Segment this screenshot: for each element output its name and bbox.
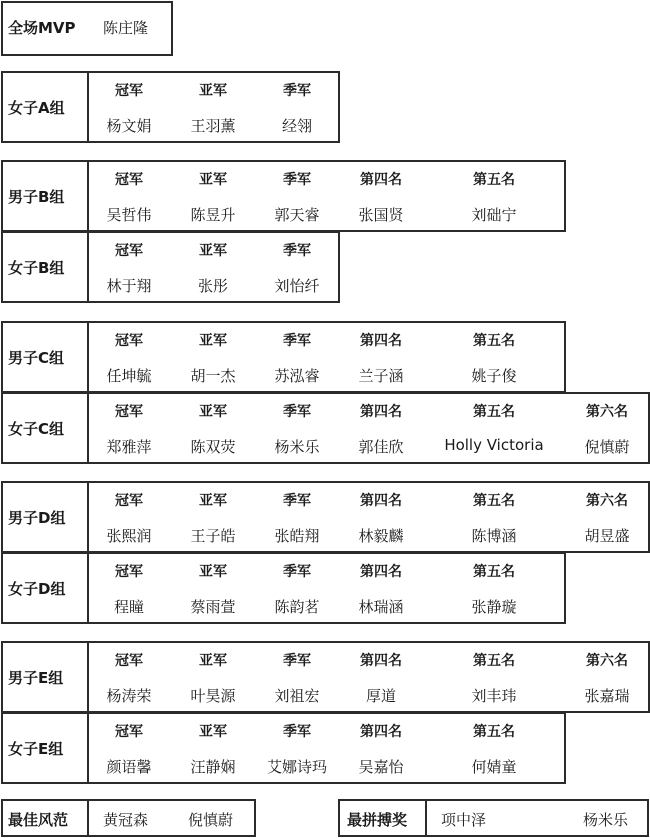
rank-header: 冠军 bbox=[115, 404, 143, 420]
rank-header: 季军 bbox=[283, 404, 311, 420]
winner-name: 林瑞涵 bbox=[358, 598, 404, 616]
winner-name: 林于翔 bbox=[106, 277, 152, 295]
winner-name: 程瞳 bbox=[113, 598, 144, 616]
winner-name: 兰子涵 bbox=[358, 367, 404, 385]
winner-name: 刘怡纤 bbox=[274, 277, 320, 295]
rank-header: 冠军 bbox=[115, 243, 143, 259]
winner-name: 杨文娟 bbox=[106, 117, 152, 135]
rank-header: 第四名 bbox=[360, 493, 402, 509]
rank-header: 季军 bbox=[283, 243, 311, 259]
rank-header: 第五名 bbox=[473, 653, 515, 669]
most-effort-name-2: 杨米乐 bbox=[583, 811, 629, 829]
group-label: 女子B组 bbox=[8, 259, 65, 277]
rank-header: 第六名 bbox=[586, 653, 628, 669]
winner-name: 郑雅萍 bbox=[106, 438, 152, 456]
rank-header: 季军 bbox=[283, 653, 311, 669]
most-effort-label: 最拼搏奖 bbox=[347, 811, 408, 829]
winner-name: 胡昱盛 bbox=[584, 527, 630, 545]
group-label: 女子E组 bbox=[8, 740, 64, 758]
rank-header: 第五名 bbox=[473, 333, 515, 349]
rank-header: 第六名 bbox=[586, 404, 628, 420]
winner-name: 陈韵茗 bbox=[274, 598, 320, 616]
best-style-name-1: 黄冠森 bbox=[103, 811, 149, 829]
rank-header: 季军 bbox=[283, 83, 311, 99]
rank-header: 第四名 bbox=[360, 724, 402, 740]
winner-name: Holly Victoria bbox=[444, 436, 544, 454]
winner-name: 杨涛荣 bbox=[106, 687, 152, 705]
winner-name: 胡一杰 bbox=[190, 367, 236, 385]
rank-header: 第五名 bbox=[473, 724, 515, 740]
winner-name: 叶昊源 bbox=[190, 687, 236, 705]
winner-name: 蔡雨萱 bbox=[190, 598, 236, 616]
rank-header: 第四名 bbox=[360, 172, 402, 188]
rank-header: 亚军 bbox=[199, 243, 227, 259]
rank-header: 第四名 bbox=[360, 333, 402, 349]
winner-name: 王羽薰 bbox=[190, 117, 236, 135]
rank-header: 季军 bbox=[283, 724, 311, 740]
rank-header: 第四名 bbox=[360, 653, 402, 669]
group-label: 男子B组 bbox=[8, 188, 65, 206]
rank-header: 第四名 bbox=[360, 404, 402, 420]
rank-header: 第五名 bbox=[473, 172, 515, 188]
winner-name: 陈双荧 bbox=[190, 438, 236, 456]
group-label: 女子D组 bbox=[8, 580, 66, 598]
winner-name: 厚道 bbox=[365, 687, 396, 705]
rank-header: 亚军 bbox=[199, 333, 227, 349]
rank-header: 冠军 bbox=[115, 564, 143, 580]
winner-name: 王子皓 bbox=[190, 527, 236, 545]
winner-name: 姚子俊 bbox=[471, 367, 517, 385]
most-effort-name-1: 项中泽 bbox=[441, 811, 487, 829]
rank-header: 第六名 bbox=[586, 493, 628, 509]
rank-header: 季军 bbox=[283, 172, 311, 188]
rank-header: 亚军 bbox=[199, 172, 227, 188]
winner-name: 经翎 bbox=[281, 117, 312, 135]
rank-header: 冠军 bbox=[115, 493, 143, 509]
winner-name: 张静璇 bbox=[471, 598, 517, 616]
winner-name: 张彤 bbox=[197, 277, 228, 295]
rank-header: 冠军 bbox=[115, 724, 143, 740]
rank-header: 季军 bbox=[283, 333, 311, 349]
winner-name: 刘础宁 bbox=[471, 206, 517, 224]
winner-name: 郭佳欣 bbox=[358, 438, 404, 456]
group-label: 男子E组 bbox=[8, 669, 64, 687]
rank-header: 第四名 bbox=[360, 564, 402, 580]
rank-header: 第五名 bbox=[473, 564, 515, 580]
rank-header: 冠军 bbox=[115, 172, 143, 188]
winner-name: 何婧童 bbox=[471, 758, 517, 776]
group-label: 男子D组 bbox=[8, 509, 66, 527]
rank-header: 第五名 bbox=[473, 404, 515, 420]
rank-header: 亚军 bbox=[199, 564, 227, 580]
winner-name: 刘丰玮 bbox=[471, 687, 517, 705]
winner-name: 张嘉瑞 bbox=[584, 687, 630, 705]
rank-header: 亚军 bbox=[199, 83, 227, 99]
rank-header: 亚军 bbox=[199, 404, 227, 420]
winner-name: 刘祖宏 bbox=[274, 687, 320, 705]
group-label: 男子C组 bbox=[8, 349, 65, 367]
winner-name: 杨米乐 bbox=[274, 438, 320, 456]
winner-name: 吴嘉怡 bbox=[358, 758, 404, 776]
rank-header: 亚军 bbox=[199, 653, 227, 669]
best-style-name-2: 倪慎蔚 bbox=[188, 811, 234, 829]
winner-name: 张皓翔 bbox=[274, 527, 320, 545]
mvp-name: 陈庄隆 bbox=[103, 19, 149, 37]
rank-header: 季军 bbox=[283, 564, 311, 580]
best-style-label: 最佳风范 bbox=[8, 811, 69, 829]
rank-header: 第五名 bbox=[473, 493, 515, 509]
winner-name: 张国贤 bbox=[358, 206, 404, 224]
winner-name: 倪慎蔚 bbox=[584, 438, 630, 456]
best-style-divider bbox=[87, 799, 89, 837]
rank-header: 亚军 bbox=[199, 493, 227, 509]
winner-name: 苏泓睿 bbox=[274, 367, 320, 385]
winner-name: 陈博涵 bbox=[471, 527, 517, 545]
mvp-label: 全场MVP bbox=[8, 19, 76, 37]
winner-name: 吴哲伟 bbox=[106, 206, 152, 224]
winner-name: 汪静娴 bbox=[190, 758, 236, 776]
rank-header: 季军 bbox=[283, 493, 311, 509]
most-effort-divider bbox=[425, 799, 427, 837]
winner-name: 张熙润 bbox=[106, 527, 152, 545]
winner-name: 艾娜诗玛 bbox=[266, 758, 327, 776]
rank-header: 冠军 bbox=[115, 653, 143, 669]
rank-header: 冠军 bbox=[115, 333, 143, 349]
group-label: 女子C组 bbox=[8, 420, 65, 438]
winner-name: 陈昱升 bbox=[190, 206, 236, 224]
winner-name: 任坤毓 bbox=[106, 367, 152, 385]
rank-header: 冠军 bbox=[115, 83, 143, 99]
group-label: 女子A组 bbox=[8, 99, 65, 117]
winner-name: 郭天睿 bbox=[274, 206, 320, 224]
winner-name: 颜语馨 bbox=[106, 758, 152, 776]
winner-name: 林毅麟 bbox=[358, 527, 404, 545]
rank-header: 亚军 bbox=[199, 724, 227, 740]
